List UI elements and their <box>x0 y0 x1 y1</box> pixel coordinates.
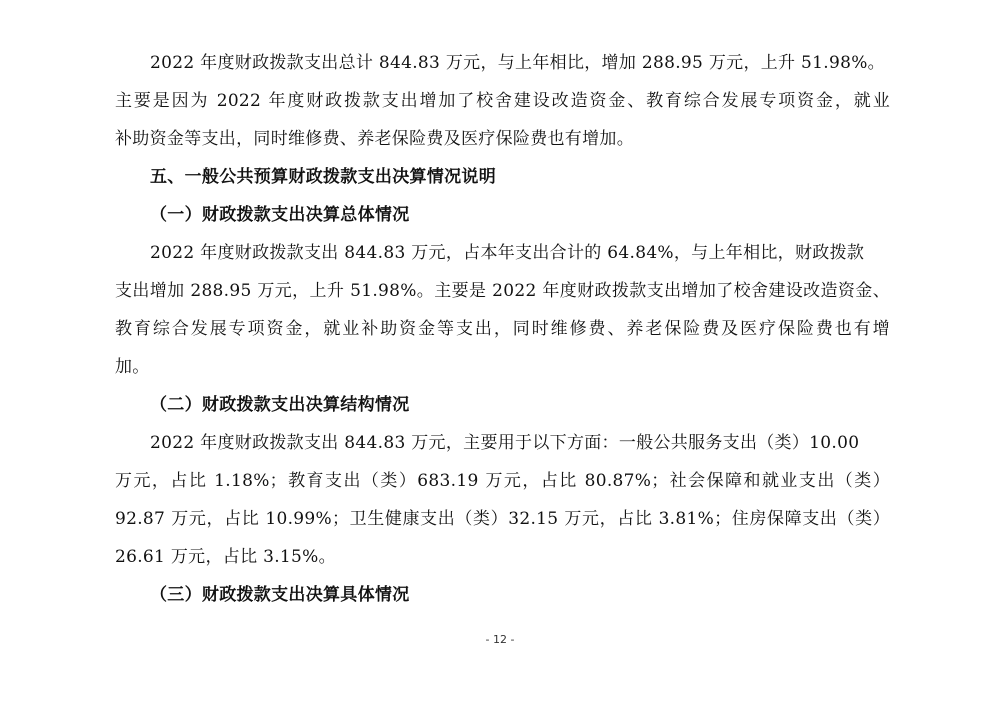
subsection-2-line-1: 2022 年度财政拨款支出 844.83 万元，主要用于以下方面：一般公共服务支出（类）10.00 <box>150 433 860 453</box>
subsection-2-line-2: 万元，占比 1.18%；教育支出（类）683.19 万元，占比 80.87%；社会保障和就业支出（类） <box>115 471 890 491</box>
paragraph-1-line-3: 补助资金等支出，同时维修费、养老保险费及医疗保险费也有增加。 <box>115 129 634 149</box>
subsection-2-line-4: 26.61 万元，占比 3.15%。 <box>115 547 336 567</box>
subsection-1-heading: （一）财政拨款支出决算总体情况 <box>150 205 410 225</box>
subsection-1-line-3: 教育综合发展专项资金，就业补助资金等支出，同时维修费、养老保险费及医疗保险费也有增 <box>115 319 890 339</box>
subsection-1-line-1: 2022 年度财政拨款支出 844.83 万元，占本年支出合计的 64.84%，与上年相比，财政拨款 <box>150 243 865 263</box>
paragraph-1-line-1: 2022 年度财政拨款支出总计 844.83 万元，与上年相比，增加 288.95 万元，上升 51.98%。 <box>150 53 885 73</box>
subsection-2-heading: （二）财政拨款支出决算结构情况 <box>150 395 410 415</box>
subsection-3-heading: （三）财政拨款支出决算具体情况 <box>150 585 410 605</box>
page-number: - 12 - <box>485 633 515 646</box>
subsection-2-line-3: 92.87 万元，占比 10.99%；卫生健康支出（类）32.15 万元，占比 3.81%；住房保障支出（类） <box>115 509 890 529</box>
subsection-1-line-2: 支出增加 288.95 万元，上升 51.98%。主要是 2022 年度财政拨款支出增加了校舍建设改造资金、 <box>115 281 890 301</box>
paragraph-1-line-2: 主要是因为 2022 年度财政拨款支出增加了校舍建设改造资金、教育综合发展专项资金，就业 <box>115 91 890 111</box>
subsection-1-line-4: 加。 <box>115 357 150 377</box>
section-5-heading: 五、一般公共预算财政拨款支出决算情况说明 <box>150 167 496 187</box>
